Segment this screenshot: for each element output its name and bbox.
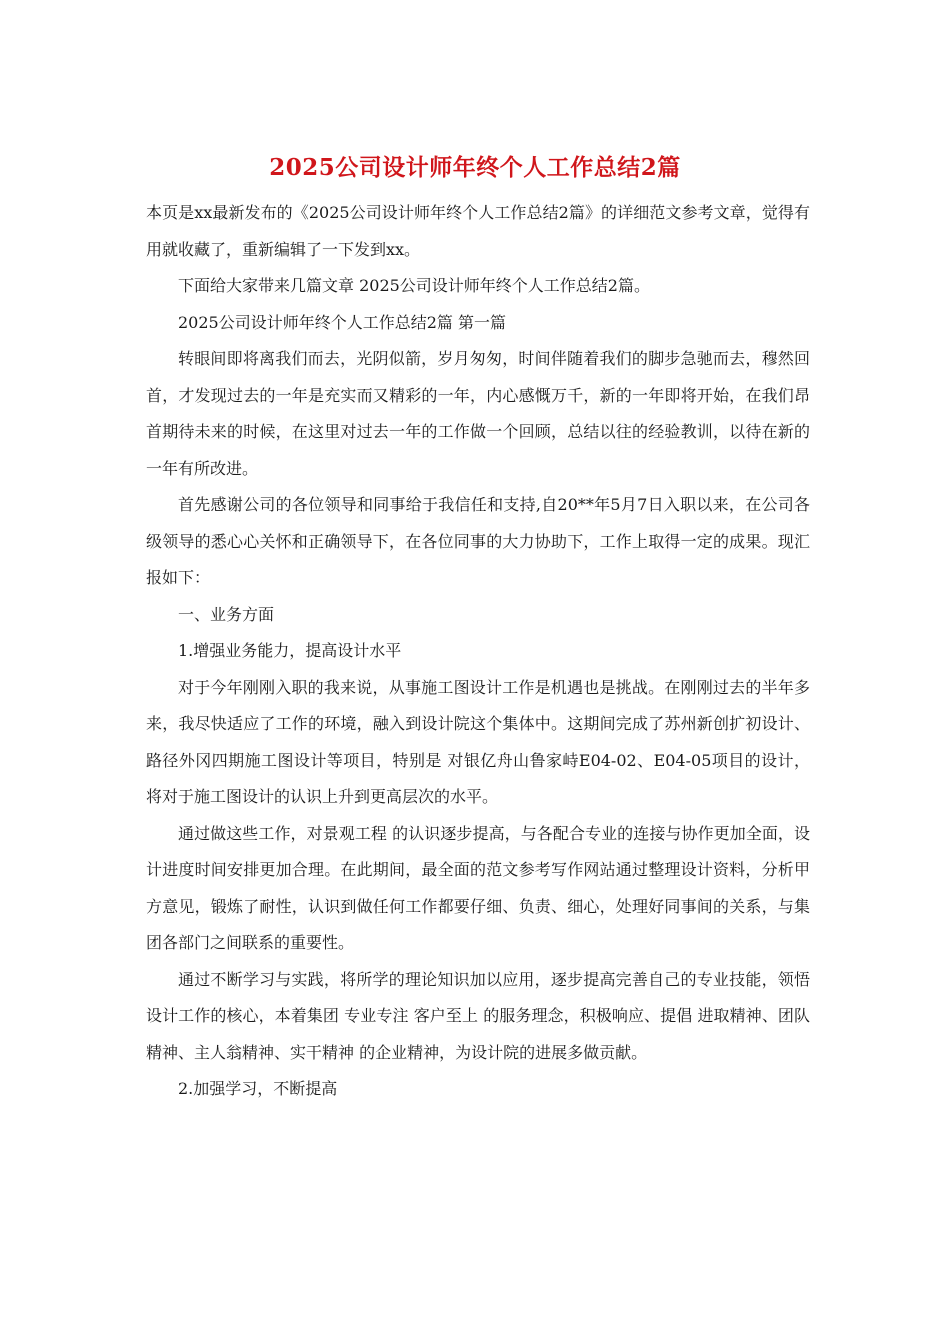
section-heading: 2025公司设计师年终个人工作总结2篇 第一篇	[178, 312, 506, 332]
lead-in-paragraph: 下面给大家带来几篇文章 2025公司设计师年终个人工作总结2篇。	[178, 276, 650, 295]
subsection-heading: 2.加强学习，不断提高	[178, 1079, 338, 1098]
body-paragraph: 对于今年刚刚入职的我来说，从事施工图设计工作是机遇也是挑战。在刚刚过去的半年多来，我尽快适应了工作的环境，融入到设计院这个集体中。这期间完成了苏州新创扩初设计、路径外冈四期施工图设计等项目，特别是 对银亿舟山鲁家峙E04-02、E04-05项目的设计，将对于施工图设计的认识上升到更高层次的水平。	[146, 677, 810, 806]
body-paragraph: 通过不断学习与实践，将所学的理论知识加以应用，逐步提高完善自己的专业技能，领悟设计工作的核心，本着集团 专业专注 客户至上 的服务理念，积极响应、提倡 进取精神、团队精神、主人翁精神、实干精神 的企业精神，为设计院的进展多做贡献。	[146, 969, 810, 1062]
intro-paragraph: 本页是xx最新发布的《2025公司设计师年终个人工作总结2篇》的详细范文参考文章，觉得有用就收藏了，重新编辑了一下发到xx。	[146, 203, 810, 259]
document-body	[146, 195, 810, 1108]
document-title: 2025公司设计师年终个人工作总结2篇	[269, 154, 681, 181]
subsection-heading: 1.增强业务能力，提高设计水平	[178, 641, 402, 660]
body-paragraph: 首先感谢公司的各位领导和同事给于我信任和支持,自20**年5月7日入职以来，在公司各级领导的悉心心关怀和正确领导下，在各位同事的大力协助下，工作上取得一定的成果。现汇报如下：	[146, 495, 810, 587]
subsection-heading: 一、业务方面	[178, 604, 275, 624]
body-paragraph: 通过做这些工作，对景观工程 的认识逐步提高，与各配合专业的连接与协作更加全面，设计进度时间安排更加合理。在此期间，最全面的范文参考写作网站通过整理设计资料，分析甲方意见，锻炼了耐性，认识到做任何工作都要仔细、负责、细心，处理好同事间的关系，与集团各部门之间联系的重要性。	[146, 823, 810, 952]
body-paragraph: 转眼间即将离我们而去，光阴似箭，岁月匆匆，时间伴随着我们的脚步急驰而去，穆然回首，才发现过去的一年是充实而又精彩的一年，内心感慨万千，新的一年即将开始，在我们昂首期待未来的时候，在这里对过去一年的工作做一个回顾，总结以往的经验教训，以待在新的一年有所改进。	[146, 349, 810, 478]
